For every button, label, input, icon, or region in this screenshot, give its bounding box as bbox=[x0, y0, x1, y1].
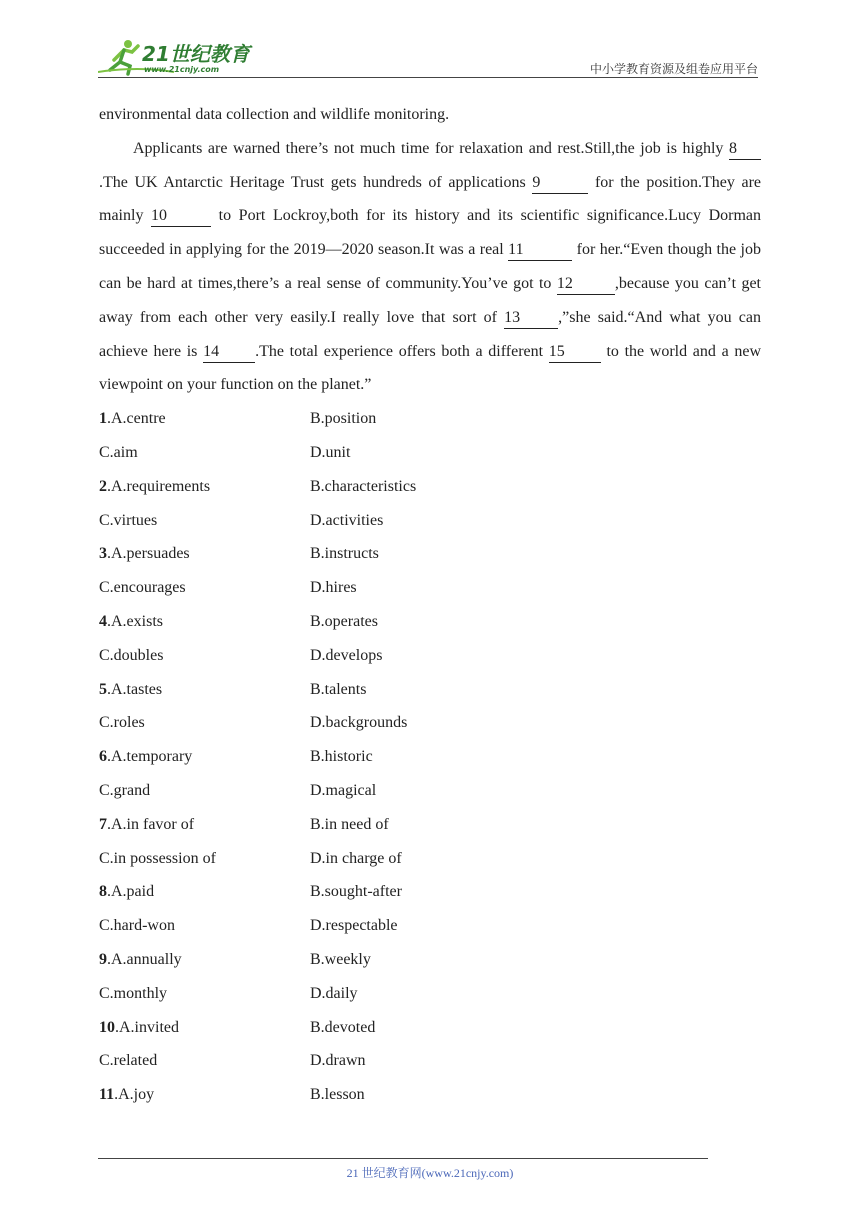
option-b: B.historic bbox=[310, 748, 373, 766]
question-7-row-ab bbox=[99, 808, 761, 842]
question-number: 4 bbox=[99, 612, 107, 630]
question-2-row-ab bbox=[99, 470, 761, 504]
option-d: D.hires bbox=[310, 579, 357, 597]
question-number: 8 bbox=[99, 883, 107, 901]
option-b: B.sought-after bbox=[310, 883, 402, 901]
option-b: B.position bbox=[310, 410, 377, 428]
option-a: .A.temporary bbox=[107, 748, 193, 766]
blank-15: 15 bbox=[549, 342, 601, 363]
question-7-row-cd bbox=[99, 842, 761, 876]
question-1-row-ab bbox=[99, 402, 761, 436]
document-body bbox=[99, 98, 761, 1112]
logo-text: 21世纪教育 bbox=[142, 42, 250, 66]
question-2-row-cd bbox=[99, 504, 761, 538]
footer-text: 21 世纪教育网(www.21cnjy.com) bbox=[346, 1166, 514, 1180]
question-number: 1 bbox=[99, 410, 107, 428]
question-4-row-cd bbox=[99, 639, 761, 673]
footer-divider bbox=[98, 1158, 708, 1159]
option-c: C.monthly bbox=[99, 984, 168, 1002]
question-9-row-ab bbox=[99, 943, 761, 977]
question-11-row-ab bbox=[99, 1078, 761, 1112]
site-logo bbox=[98, 36, 258, 76]
option-a: .A.in favor of bbox=[107, 815, 195, 833]
option-b: B.operates bbox=[310, 612, 378, 630]
option-a: .A.persuades bbox=[107, 545, 190, 563]
question-number: 3 bbox=[99, 545, 107, 563]
option-d: D.daily bbox=[310, 984, 358, 1002]
question-number: 6 bbox=[99, 748, 107, 766]
blank-14: 14 bbox=[203, 342, 255, 363]
option-a: .A.tastes bbox=[107, 680, 163, 698]
passage-line-top: environmental data collection and wildlife monitoring. bbox=[99, 106, 450, 123]
option-b: B.instructs bbox=[310, 545, 379, 563]
option-b: B.devoted bbox=[310, 1018, 376, 1036]
option-b: B.in need of bbox=[310, 815, 389, 833]
option-b: B.characteristics bbox=[310, 477, 417, 495]
question-8-row-cd bbox=[99, 909, 761, 943]
blank-9: 9 bbox=[532, 173, 588, 194]
question-10-row-ab bbox=[99, 1011, 761, 1045]
question-6-row-cd bbox=[99, 774, 761, 808]
question-10-row-cd bbox=[99, 1044, 761, 1078]
option-c: C.virtues bbox=[99, 511, 158, 529]
blank-12: 12 bbox=[557, 274, 615, 295]
question-9-row-cd bbox=[99, 977, 761, 1011]
option-c: C.encourages bbox=[99, 579, 186, 597]
option-c: C.doubles bbox=[99, 646, 164, 664]
option-c: C.hard-won bbox=[99, 917, 175, 935]
question-number: 11 bbox=[99, 1086, 115, 1104]
option-a: .A.invited bbox=[115, 1018, 179, 1036]
question-3-row-ab bbox=[99, 537, 761, 571]
option-d: D.backgrounds bbox=[310, 714, 408, 732]
option-d: D.activities bbox=[310, 511, 384, 529]
option-c: C.related bbox=[99, 1052, 158, 1070]
blank-11: 11 bbox=[508, 240, 572, 261]
question-3-row-cd bbox=[99, 571, 761, 605]
option-a: .A.paid bbox=[107, 883, 155, 901]
option-c: C.grand bbox=[99, 781, 151, 799]
question-number: 5 bbox=[99, 680, 107, 698]
option-a: .A.annually bbox=[107, 950, 182, 968]
question-number: 10 bbox=[99, 1018, 115, 1036]
option-c: C.in possession of bbox=[99, 849, 216, 867]
option-d: D.develops bbox=[310, 646, 383, 664]
question-4-row-ab bbox=[99, 605, 761, 639]
option-c: C.roles bbox=[99, 714, 145, 732]
question-5-row-cd bbox=[99, 706, 761, 740]
header-divider bbox=[98, 77, 758, 78]
blank-13: 13 bbox=[504, 308, 558, 329]
passage-paragraph: Applicants are warned there’s not much time for relaxation and rest.Still,the job is highly 8.The UK Antarctic Heritage Trust gets hundreds of applications 9 for the position.They are mainly 10 to Port Lockroy,both for its history and its scientific significance.Lucy Dorman succeeded in applying for the 2019—2020 season.It was a real 11 for her.“Even though the job can be hard at times,there’s a real sense of community.You’ve got to 12 ,because you can’t get away from each other very easily.I really love that sort of 13 ,”she said.“And what you can achieve here is 14 .The total experience offers both a different 15 to the world and a new viewpoint on your function on the planet.” bbox=[99, 139, 762, 394]
option-d: D.unit bbox=[310, 443, 351, 461]
question-number: 9 bbox=[99, 950, 107, 968]
logo-url-text: www.21cnjy.com bbox=[144, 65, 220, 74]
blank-10: 10 bbox=[151, 206, 211, 227]
question-number: 7 bbox=[99, 815, 107, 833]
question-1-row-cd bbox=[99, 436, 761, 470]
option-c: C.aim bbox=[99, 443, 138, 461]
option-d: D.magical bbox=[310, 781, 377, 799]
option-b: B.lesson bbox=[310, 1086, 365, 1104]
question-8-row-ab bbox=[99, 875, 761, 909]
option-d: D.in charge of bbox=[310, 849, 402, 867]
option-a: .A.joy bbox=[114, 1086, 155, 1104]
option-d: D.respectable bbox=[310, 917, 398, 935]
question-6-row-ab bbox=[99, 740, 761, 774]
question-number: 2 bbox=[99, 477, 107, 495]
page-header bbox=[98, 30, 758, 78]
blank-8: 8 bbox=[729, 139, 761, 160]
option-b: B.talents bbox=[310, 680, 367, 698]
option-a: .A.requirements bbox=[107, 477, 211, 495]
option-b: B.weekly bbox=[310, 950, 371, 968]
option-d: D.drawn bbox=[310, 1052, 366, 1070]
option-a: .A.exists bbox=[107, 612, 163, 630]
question-5-row-ab bbox=[99, 673, 761, 707]
header-platform-text: 中小学教育资源及组卷应用平台 bbox=[589, 62, 758, 76]
question-options bbox=[99, 402, 761, 1112]
option-a: .A.centre bbox=[107, 410, 166, 428]
